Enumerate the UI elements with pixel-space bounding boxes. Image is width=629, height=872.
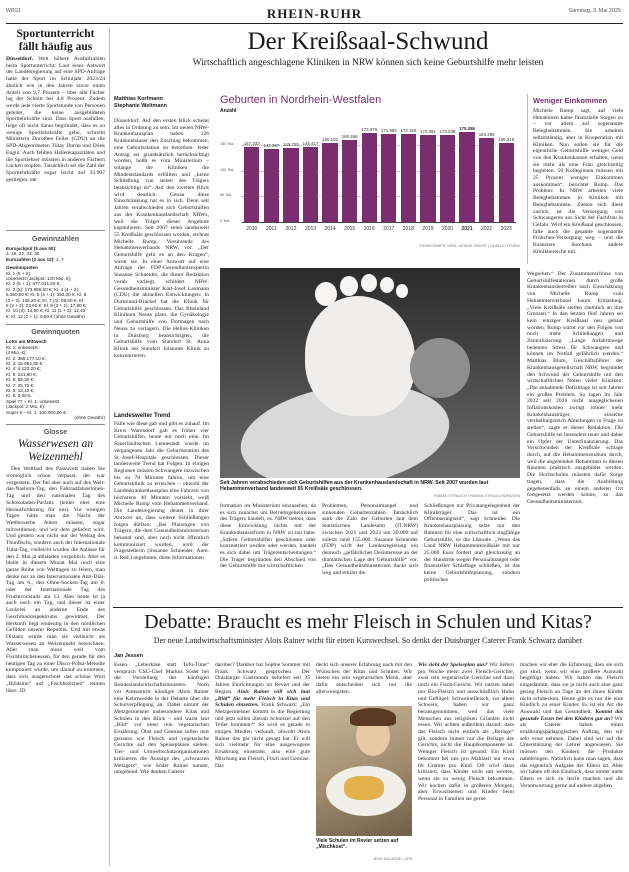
photo-credit: FABIAN STRAUCH / FABIAN STRAUCH/DPA/DPA (433, 494, 520, 498)
debate-col1-body (114, 662, 209, 868)
lotto-line: Kl. 5: 241,80 €; (6, 371, 37, 377)
header-rule (6, 23, 623, 24)
chart-bar (420, 135, 435, 222)
main-col3-text: Problemen, Personalmangel und sinkenden Geburtenzahlen. Tatsächlich sank die Zahl der Geburten laut dem Statistischen Landesamt (IT.NRW) zwischen 2021 und 2023 um 20.000 auf zuletzt rund 155.000. Susanne Schneider (FDP) wirft der Landesregierung ein dennoch „gefährliches Desinteresse an der dramatischen Lage der Geburtshilfe“ vor. „Das Gesundheitsministerium duckt sich weg und erklärt die (322, 503, 418, 577)
main-right-body (527, 271, 623, 604)
chart-category-label: 2018 (402, 226, 414, 232)
chart-category-label: 2022 (481, 226, 493, 232)
chart-value-label: 147.333 (243, 140, 260, 146)
lotto-line: Kl. 1: unbesetzt (6, 344, 38, 350)
chart-ytick-label: 150 Tsd. (220, 142, 235, 147)
chart-value-label: 173.150 (400, 127, 417, 133)
lotto-line: (4 Mio. €); (6, 350, 27, 356)
chart-bar (322, 143, 337, 222)
school-lunch-photo (316, 706, 412, 836)
sidebar-title: Weniger Einkommen (533, 96, 608, 105)
chart-bar (440, 135, 455, 222)
glosse-body (6, 466, 105, 694)
sidebar-text: Michelle Rump sagt, auf viele Hebammen käme finanzielle Sorgen zu – vor allem auf sogenannte Beleghebammen. Sie arbeiten selbstständig, aber in Kooperation mit Kliniken. Nun sollen sie für die eigentliche Geburtshilfe weniger Geld von den Krankenkassen erhalten, wenn sie mehr als eine Frau gleichzeitig begleiten. 50 Kolleginnen müssen mit 25 Prozent weniger Einkommen auskommen“, berichtet Rump. Das Problem: In NRW arbeiten viele Beleghebammen in Kliniken mit Beleghebammen. Ziehen sich diese zurück, ist die Versorgung von Schwangeren aus Sicht der Fachfrau in Gefahr. Wird ein Kreißsaal geschlossen, falle auch die gesamte sogenannte Frühchen-Versorgung weg – und die finanziere durchaus andere Klinikbereiche mit. (533, 108, 623, 255)
chart-value-label: 160.468 (341, 133, 358, 139)
lotto-note: (ohne Gewähr) (74, 414, 105, 420)
sidebar-rule (527, 94, 528, 264)
left-divider-2 (6, 324, 105, 325)
photo-knee (410, 338, 470, 398)
lotto-line: Kl. 3: 15.954,30 €; (6, 360, 44, 366)
lotto-line: Spiel 77 – Kl. 1: unbesetzt (6, 398, 60, 404)
chart-bar (479, 138, 494, 222)
photo-food (344, 776, 384, 800)
lotto-line: Kl. 2: 368.177,10 €; (6, 355, 46, 361)
glosse-headline: Wasserwesen an Weizenmehl (17, 438, 94, 463)
header-date: Samstag, 3. Mai 2025 (568, 8, 621, 14)
quoten-line: (3 + 2): 138,20 €; Kl. 7 (4): 89,60 €; Kl. (6, 297, 85, 303)
lotto-line: Super 6 – Kl. 1: 100.000,00 €. (6, 409, 68, 415)
lotto-line: Kl. 9: 6,00 €. (6, 393, 32, 399)
debate-col2-body (215, 662, 310, 868)
debate-top-rule (113, 607, 623, 608)
chart-bar (303, 147, 318, 222)
photo-toe-5 (396, 284, 408, 298)
chart-x-axis (242, 222, 516, 223)
chart-value-label: 155.315 (498, 136, 515, 142)
section-title: RHEIN-RUHR (266, 6, 363, 21)
chart-value-label: 170.391 (419, 128, 436, 134)
chart-category-label: 2017 (383, 226, 395, 232)
baby-feet-photo (220, 268, 520, 478)
chart-value-label: 155.102 (322, 136, 338, 142)
main-col4-body (424, 503, 520, 603)
chart-bar (499, 143, 514, 222)
chart-value-label: 164.496 (478, 131, 495, 137)
eurojackpot-numbers: 3, 15, 22, 33, 35 (6, 251, 40, 257)
debate-photo-caption: Viele Schulen im Revier setzen auf „Mischkost“. (316, 838, 399, 850)
photo-toe-2 (340, 276, 358, 296)
sidebar-body (533, 108, 623, 266)
debate-subheadline: Der neue Landwirtschaftsminister Alois Rainer wirbt für einen Kurswechsel. So denkt der Duisburger Caterer Frank Schwarz darüber (153, 636, 583, 645)
eurojackpot-block (6, 246, 105, 319)
quoten-line: unbesetzt (Jackpot: 120 Mio. €); (6, 276, 72, 282)
chart-category-label: 2021 (461, 226, 473, 232)
lotto-line: Kl. 6: 59,30 €; (6, 377, 35, 383)
authors (114, 96, 209, 109)
gewinnquoten-title: Gewinnquoten (31, 329, 80, 337)
chart-box (220, 94, 520, 254)
quoten-line: Kl. 2 (5 + 1): 377.031,60 €; (6, 281, 61, 287)
chart-category-label: 2014 (324, 226, 336, 232)
main-right-text: Wegsehen.“ Der Zusammenschluss von Geburtshilfestationen durch große Krankenhausbetreiber nach Einschätzung von Michelle Rump vom Hebammenverband kaum Entlastung. „Viele Kreißsäle stellen räumlich an ihre Grenzen.“ In den letzten fünf Jahren sei kein einziger Kreißsaal neu gebaut worden. Rump warnt vor den Folgen von noch mehr Schließungen und Zentralisierung: „Lange Anfahrtswege bedeuten Stress für Schwangere und können im Notfall gefährlich werden.“ Matthias Blum, Geschäftsführer der Krankenhausgesellschaft NRW, begründet den Schwund der Geburtshilfe mit den wirtschaftlichen Nöten vieler Kliniken: „Die anhaltende Defizitlage ist seit Jahren ein großes Problem. So lagen im Jahr 2022 seit 2020 nicht ausgeglichenen Inflationskosten zwingt immer mehr Krankenhausträger, einzelne vertheilungsreich Abteilungen in Frage zu stellen“, sagte er dieser Redaktion. Die Geburtshilfe sei besonders teuer und daher ein Opfer der Unterfinanzierung. Das Verschwinden der Kreißsäle schlage durch, auf die Hebammenstudium durch, weil die angehenden Hebammen in diesen Räumen praktisch ausgebildet werden. Die Hochschulen müssten dafür Sorge tragen, dass die Ausbildung gegebenenfalls an einem anderen Ort fortgesetzt werden könne, so das Gesundheitsministerium. (527, 271, 623, 505)
glosse-text: Den Wettlauf des Passworts haben Sie womöglich schon verpasst, der war vorgestern. Der fiel aber auch auf den Welt-das-Nashorn-Tag, den Fahrradfahrerinnen-Tag und den nationalen Tag des Schokoladen-Parfaits (leider eher eine Herausforderung für uns). Vor wenigen Tagen hätte man die Nacht der Wettbewerbe feiern müssen, sogar mitverdienen, und wir dem geliefert wird. Und gestern war nicht nur der Weltag des Thunfischs, sondern auch der Internationale Tuba-Tag, vielleicht wurden die Anlässe für den 2. Mai ja abhanden vorgeblich. Aber es bleibt in diesem Monat Mai noch eine ganze Reihe von Welttagen zu feiern, man denke nur an den Internationalen Anti-Diät-Tag am 6., den Ohne-Socken-Tag am 8. oder der Internationale Tag des Fruchtcocktails am 13. Aber heute ist ja auch noch ein Tag, und dieser ist einer Leckerei an anderen Ende des Geschmacksspektrums gewidmet. Der Herkunft liegt eindeutig in den nördlichen Gefilden unserer Republik. Und mit etwas Distanz würde man sie vielleicht als Wasserwesen an Weizenmehl bezeichnen. Aber man muss weit vom Fischbrötchenessen, für den gerade für den heutigen Tag zu einer Disco-Polka-Melodie komponiert wurde, um darauf zu kommen, dass sich ausgerechnet das schöne Wort „Blödsinn“ auf „Fischbrötchen“ reimen lässt. (6, 466, 105, 694)
left-column-rule (109, 28, 110, 866)
chart-ytick-label: 50 Tsd. (220, 193, 233, 198)
debate-col5-body (520, 662, 623, 868)
quoten-line: €; Kl. 12 (2 + 1): 9,60 € (ohne Gewähr) (6, 313, 85, 319)
quoten-line: 8 (2 + 2): 23,60 €; Kl. 9 (3 + 1): 17,80 €; (6, 303, 87, 309)
chart-credit: FUNKEGRAFIK NRW: DENISE ONKYS | QUELLE: IT.NRW (419, 244, 520, 248)
chart-bar (244, 147, 259, 222)
photo-caption: Seit Jahren verabschieden sich Geburtshilfen aus der Krankenhauslandschaft in NRW. Seit 2007 wurden laut Hebammenverband landesweit 55 Kreißsäle geschlossen. (220, 480, 489, 493)
chart-bar (381, 134, 396, 222)
chart-plot (220, 116, 520, 242)
chart-bar (283, 148, 298, 222)
main-col3-body (322, 503, 418, 603)
debate-q2: Wie sieht der Speiseplan aus? (418, 662, 488, 668)
lotto-block (6, 339, 105, 420)
sport-lead-text: Weit höhere Ausfallzahlen beim Sportunterricht: Laut einer Antwort der Landesregierung auf eine SPD-Anfrage hatte der Sport im Schuljahr 2023/24 ähnlich wie in den Jahren zuvor einen Anteil von 9,7 Prozent – über alle Fächer lag der Schnitt bei 4,8 Prozent. Zudem werde jede vierte Sportstunde von Personen geleitet, die keine ausgebildeten Sportlehrkräfte sind. Dass Sport ausfallen, liege oft nicht daran begründet, dass es zu wenige Sportlehrkräfte gebe, schreibt Ministerin Dorothee Feller (CDU) an die SPD-Abgeordneten Tülay Durdu und Dilek Engin. Auch fehlten Hallenkapazitäten und die Sportlehrer müssten in anderen Fächern Lücken stopfen. Tatsächlich sei die Zahl der Sportlehrkräfte sogar leicht auf 33.907 gestiegen. (6, 56, 105, 183)
main-col1-text2: Fälle wie diese gab und gibt es zuhauf. Im Kreis Warendorf gab es früher vier Geburtshilfen, heute nur noch eine. Im Sauerländischen Lennestadt wurde im vergangenen Jahr die Geburtsstation des St.-Josef-Hospitals geschlossen. Dieser landesweite Trend hat Folgen. In einigen Regionen müssen Schwangere inzwischen bis zu 70 Minuten fahren, um eine Geburtsklinik zu erreichen – obwohl der Landeskrankenhausplan eine Fahrzeit von höchstens 40 Minuten vorsieht, weiß Michelle Rump vom Hebammenverband. Die Landesregierung deutet in ihrer Antwort an, dass weitere Schließungen folgen dürften: „Bei Planungen von Trägern, die dem Gesundheitsministerium bekannt sind, aber noch nicht öffentlich kommuniziert wurden, wird der Fragestellerin (Susanne Schneider, Anm. d. Red.) angeboten, diese Informationen (114, 421, 209, 562)
debate-photo-credit: JENS KALAENE / DPA (373, 857, 412, 861)
chart-ytick-label: 0 Tsd. (220, 219, 231, 223)
debate-col5-text: machen wir eher die Erfahrung, dass sie sich gut sind, wenn wir eine größere Auswahl beigefügt haben. Wir haben das Fleisch eingedämmt, dass sie ja nicht auch eine ganz gering Fleisch an Tage im der ihnen Kinder nicht schmecken. Heute gibt es nur die eine Kindlich zu einer Kinder. Es ist ein Art die Auswahl und das Gesundheit. (520, 662, 623, 715)
debate-headline: Debatte: Braucht es mehr Fleisch in Schulen und Kitas? (144, 611, 592, 633)
photo-toe-1 (315, 282, 337, 306)
debate-author: Jan Jessen (114, 653, 144, 659)
photo-toe-3 (361, 274, 377, 292)
chart-title: Geburten in Nordrhein-Westfalen (220, 94, 382, 106)
chart-value-label: 175.386 (459, 126, 475, 132)
sport-lead (6, 56, 105, 226)
sport-lead-sig: mk (29, 176, 37, 183)
glosse-label: Glosse (43, 429, 68, 437)
chart-bar (401, 134, 416, 222)
left-column (6, 28, 105, 694)
lotto-label: Lotto am Mittwoch (6, 339, 47, 345)
chart-ytick-label: 100 Tsd. (220, 167, 235, 172)
chart-category-label: 2011 (265, 226, 277, 232)
debate-a2: Wir liefern pro Woche meist zwei Fleisch-Gerichte, zwei rein vegetarische Gerichte und dazu noch ein Fisch-Gericht. Wir nutzen dabei nur Bio-Fleisch und ausschließlich Huhn und Geflügel. Schweinefleisch, vor allem Schwein, haben wir ganz herausgenommen, weil das viele Menschen aus religiösen Gründen nicht essen. Wir achten außerdem darauf, dass das Fleisch nicht einfach als „Beilage“ gilt, sondern immer nur die Beilage des Gerichts, nicht die Hauptkomponente ist. Weniger Fleisch ist gesund. Ein Kind bekommt bei uns pro Mahlzeit nur etwa 60 Gramm pro Kind. Oft wird dann kritisiert, dass Kinder nicht satt werden, wenn sie zu wenig Fleisch bekommen. Wir kochen dafür in größeren Mengen, aber Erwachsenen und Kinder beim Personal in Familien sie gerne (418, 662, 514, 803)
chart-category-label: 2020 (441, 226, 454, 232)
lotto-line: (Jackpot: 2 Mio. €); (6, 404, 46, 410)
quoten-line: 5.350,00 €; Kl. 5 (4 + 1): 252,20 €; Kl. 6 (6, 292, 87, 298)
chart-bar (362, 133, 377, 222)
chart-value-label: 173.276 (361, 127, 378, 133)
glosse-sig: JD (18, 687, 26, 694)
chart-unit: Anzahl (220, 108, 237, 114)
chart-value-label: 170.038 (439, 129, 456, 135)
chart-category-label: 2016 (363, 226, 375, 232)
main-col4-text: Schließungen zur Privatangelegenheit der Klinikträger. Das ist ein Offenbarungseid“, sagt Schneider. Die Krankenhausplanung setze nur den Rahmen für eine wirtschaftlich tragfähige Geburtshilfe, so die Liberale. „Wenn das Land NRW Hebammenkreißsäle mit nur 25.000 Euro fördert und gleichzeitig an der Standorte wegen Personalmangel oder finanzieller Schieflage schließen, ist das keine Geburtshilfeplanung, sondern politisches (424, 503, 520, 583)
chart-category-label: 2013 (304, 226, 317, 232)
gewinnzahlen-title: Gewinnzahlen (31, 236, 80, 243)
debate-col2-text: darüber? Darüber hat Sophie Sommer mit Frank Schwarz gesprochen. Der Duisburger Gastronom beliefert seit 35 Jahren Einrichtungen im Revier und der Region. (215, 662, 310, 695)
chart-value-label: 171.984 (380, 128, 397, 134)
chart-value-label: 146.417 (302, 141, 319, 147)
main-col1-subhead: Landesweiter Trend (114, 413, 171, 419)
photo-child-hair (350, 708, 396, 726)
author-1: Matthias Korfmann (114, 96, 163, 102)
debate-col3-text: deckt sich unserer Erfahrung nach mit den Wünschen der Kitas und Schulen. Wir bieten ein rein vegetarisches Menü, aber dafür entscheiden sich nur die allerwenigsten. (316, 662, 412, 695)
chart-category-label: 2019 (422, 226, 434, 232)
quoten-line: Kl. 3 (5): 173.968,60 €; Kl. 4 (4 + 2): (6, 286, 80, 292)
left-divider-3 (6, 424, 105, 425)
main-col2-body (220, 503, 316, 603)
header-left-tag: WRG1 (6, 8, 21, 14)
chart-bar (264, 149, 279, 222)
main-col1-text: Düsseldorf. Auf den ersten Blick scheint alles in Ordnung zu sein: Im neuen NRW-Krankenhausplan haben 126 Krankenhäuser den Zuschlag bekommen, eine Geburtsstation zu betreiben. Jeder Antrag sei grundsätzlich berücksichtigt worden, heißt es vom Ministerium – solange die Kliniken die Mindeststandards erfüllten und „keine Schließung von seiten des Trägers beabsichtigt ist“. Auf den zweiten Blick wird deutlich: Genau diese Einschränkung hat es in sich. Denn seit Jahren verabschieden sich Geburtshilfen aus der Krankenhauslandschaft NRWs, weil die Träger dieser Angebote kapitulieren. Seit 2007 seien landesweit 55 Kreißsäle geschlossen worden, rechnet Michelle Rump, Vorsitzende des Hebammenverbands NRW, vor. „Der Geburtshilfe geht es an den Kragen“, warnt sie. In einer Antwort auf eine Anfrage der FDP-Gesundheitsexpertin Susanne Schneider, die dieser Redaktion vorab vorliegt, schildert NRW-Gesundheitsminister Karl-Josef Laumann (CDU) die aktuellen Entwicklungen: In Dortmund-Brackel hat die Klinik für Geburtshilfe geschlossen. Das Rheinland Klinikum Neuss plant, die Gynäkologie und Geburtshilfe von Dormagen nach Neuss zu verlagern. Die Helios-Kliniken in Duisburg beabsichtigten, die Geburtshilfe vom Standort St. Anna Klinik am Standort Johannes Klinik zu konzentrieren. (114, 118, 209, 359)
quoten-line: Kl. 10 (3): 14,90 €; Kl. 11 (1 + 2): 12,40 (6, 308, 86, 314)
chart-category-label: 2023 (500, 226, 512, 232)
chart-category-label: 2015 (344, 226, 356, 232)
eurozahlen-numbers: 1, 7 (56, 256, 64, 262)
chart-bar (342, 140, 357, 222)
debate-col4-body (418, 662, 514, 868)
sport-lead-place: Düsseldorf. (6, 56, 34, 62)
lotto-line: Kl. 8: 13,10 €; (6, 387, 35, 393)
chart-value-label: 143.097 (263, 142, 280, 148)
main-headline: Der Kreißsaal-Schwund (247, 28, 489, 55)
lotto-list (6, 345, 105, 415)
gewinnquoten-label: Gewinnquoten (6, 265, 38, 271)
chart-category-label: 2010 (246, 226, 258, 232)
quoten-list (6, 271, 105, 320)
sport-headline: Sportunterricht fällt häufig aus (16, 28, 95, 53)
lotto-line: Kl. 4: 4.123,20 €; (6, 366, 41, 372)
main-col1-body2 (114, 421, 209, 601)
quoten-line: Kl. 1 (5 + 2): (6, 270, 32, 276)
debate-col1-text: Essen. „Leberkäse statt Tofu-Time“ versprach CSU-Chef Markus Söder bei der Vorstellung des künftigen Bundeslandwirtschaftsministers. Noch vor Amtsantritt kündigte Alois Rainer eine Kehrtwende in der Debatte über die Schulverpflegung an. Dabei nimmt der Metzgermeister insbesondere Kitas und Schulen in den Blick – und warnt laut „Bild“ vor einer rein vegetarischen Ernährung. Obst und Gemüse sollen dort genauso wie Fleisch und vegetarische Gerichte auf den Speiseplänen stehen. Tier- und Umweltschutzorganisationen kritisieren die Aussage des „schwarzen Metzgers“, wie Söder Rainer nannte, umgehend. Wie denken Caterer (114, 662, 209, 776)
chart-category-label: 2012 (285, 226, 297, 232)
chart-bar (459, 132, 474, 222)
eurojackpot-label: Eurojackpot (5 aus 50): (6, 246, 57, 251)
photo-foot (305, 296, 415, 416)
debate-a1: Frank Schwarz: „Ein Metzgermeister kommt in die Regierung und jetzt sollen überall Schnitzel auf den Teller kommen?“ So wird es gerade in einigen Medien verkauft, obwohl Alois Rainer das gar nicht gesagt hat. Er will sich vielmehr für eine ausgewogene Ernährung einsetzen, also eine gute Mischung aus Fleisch, Fisch und Gemüse. Das (215, 702, 310, 769)
author-2: Stephanie Weltmann (114, 102, 167, 109)
main-col1-body (114, 118, 209, 410)
chart-value-label: 145.755 (282, 141, 299, 147)
debate-a3: Wir als Caterer haben einen ernährungspädagogischen Auftrag, den wir sehr ernst nehmen. Dabei sind wir auf die Unterstützung der Lehrer angewiesen. Sie müssen den Kindern die Produkte nahebringen. Natürlich kann man sagen, dass das eigentlich Aufgabe der Eltern ist. Aber wir haben oft den Eindruck, dass immer mehr Eltern es sich zu leicht machen und die Verantwortung gerne auf andere abgeben. (520, 715, 623, 789)
photo-toe-4 (380, 277, 394, 293)
debate-q1: Alois Rainer will sich laut „Bild“ für mehr Fleisch in Kitas und Schulen einsetzen. (215, 688, 310, 709)
eurozahlen-label: Eurozahlen (2 aus 12): (6, 256, 55, 262)
main-col2-text: formation im Ministerium einzusehen, da es sich zunächst um Betriebsgeheimnisse des Trägers handelt, es. NRW betont, dass diese Entwicklung nichts mit der Krankenhausreform in NRW zu tun habe. „Sofern Geburtshilfen geschlossen oder konzentriert werden oder werden, handelt es sich dabei um Trägerentscheidungen.“ Die Träger begründen den Abschied von der Geburtshilfe mit wirtschaftlichen (220, 503, 316, 570)
lotto-line: Kl. 7: 25,70 €; (6, 382, 35, 388)
debate-q3: Kommt das gesunde Essen bei den Kindern gut an? (520, 708, 623, 722)
main-subheadline: Wirtschaftlich angeschlagene Kliniken in NRW können sich keine Geburtshilfe mehr leisten (192, 58, 544, 68)
left-divider-1 (6, 230, 105, 231)
debate-col3-body (316, 662, 412, 704)
